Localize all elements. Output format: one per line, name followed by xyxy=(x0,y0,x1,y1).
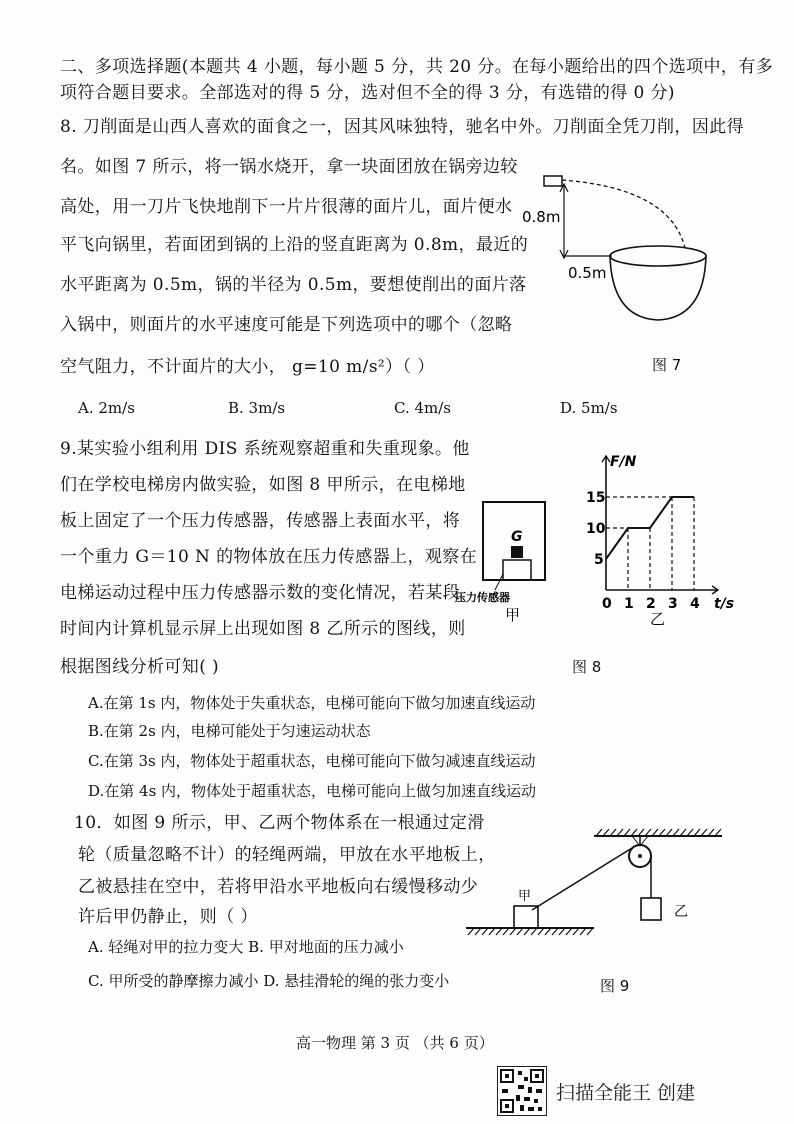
q8-option-a: A. 2m/s xyxy=(78,399,135,417)
y-axis-label: F/N xyxy=(610,454,637,470)
x-tick-label: 2 xyxy=(646,596,656,612)
hatch-mark xyxy=(687,829,693,836)
q10-line: 10．如图 9 所示，甲、乙两个物体系在一根通过定滑 xyxy=(74,813,485,833)
x-tick-label: 1 xyxy=(624,596,634,612)
q9-line: 板上固定了一个压力传感器，传感器上表面水平，将 xyxy=(60,511,461,531)
trajectory-curve xyxy=(562,180,685,248)
distance-label: 0.5m xyxy=(568,264,607,282)
q8-option-c: C. 4m/s xyxy=(394,399,451,417)
floor-hatch xyxy=(468,928,593,935)
sensor-leader-line xyxy=(495,574,503,590)
yi-caption: 乙 xyxy=(650,610,666,628)
hatch-mark xyxy=(680,829,686,836)
q9-option-c: C.在第 3s 内，物体处于超重状态，电梯可能向下做匀减速直线运动 xyxy=(88,752,536,770)
weight-block xyxy=(511,546,523,558)
watermark-text: 扫描全能王 创建 xyxy=(556,1082,696,1104)
hatch-mark xyxy=(552,928,558,935)
hatch-mark xyxy=(708,829,714,836)
rope-to-jia xyxy=(532,848,632,910)
hatch-mark xyxy=(573,928,579,935)
pressure-sensor xyxy=(503,560,531,580)
figure-8-jia-elevator xyxy=(455,498,565,622)
hatch-mark xyxy=(666,829,672,836)
q10-options-row1: A. 轻绳对甲的拉力变大 B. 甲对地面的压力减小 xyxy=(88,938,404,956)
ceiling-hatch xyxy=(596,829,721,836)
q10-line: 许后甲仍静止，则（ ） xyxy=(78,907,258,927)
jia-caption: 甲 xyxy=(505,606,521,624)
hatch-mark xyxy=(496,928,502,935)
q9-line: 根据图线分析可知( ) xyxy=(60,657,220,677)
hatch-mark xyxy=(645,829,651,836)
hatch-mark xyxy=(468,928,474,935)
label-yi: 乙 xyxy=(674,904,688,920)
hatch-mark xyxy=(475,928,481,935)
sensor-label: 压力传感器 xyxy=(455,591,510,604)
figure-8-caption: 图 8 xyxy=(572,658,602,676)
hatch-mark xyxy=(596,829,602,836)
hatch-mark xyxy=(538,928,544,935)
q9-option-a: A.在第 1s 内，物体处于失重状态，电梯可能向下做匀加速直线运动 xyxy=(88,694,536,712)
hatch-mark xyxy=(638,829,644,836)
weight-label: G xyxy=(511,529,523,545)
hatch-mark xyxy=(559,928,565,935)
hatch-mark xyxy=(489,928,495,935)
hatch-mark xyxy=(715,829,721,836)
q8-line: 水平距离为 0.5m，锅的半径为 0.5m，要想使削出的面片落 xyxy=(60,275,527,295)
page-footer: 高一物理 第 3 页 （共 6 页） xyxy=(296,1034,494,1052)
q8-line: 8. 刀削面是山西人喜欢的面食之一，因其风味独特，驰名中外。刀削面全凭刀削，因此得 xyxy=(60,117,745,137)
figure-9-pulley-diagram xyxy=(462,826,732,944)
q8-line: 平飞向锅里，若面团到锅的上沿的竖直距离为 0.8m，最近的 xyxy=(60,235,529,255)
q10-line: 轮（质量忽略不计）的轻绳两端，甲放在水平地板上， xyxy=(78,845,496,865)
hatch-mark xyxy=(482,928,488,935)
q9-line: 电梯运动过程中压力传感器示数的变化情况，若某段 xyxy=(60,583,461,603)
q8-line: 名。如图 7 所示，将一锅水烧开，拿一块面团放在锅旁边较 xyxy=(60,157,518,177)
section-header-line1: 二、多项选择题(本题共 4 小题，每小题 5 分，共 20 分。在每小题给出的四个选项中，有多 xyxy=(60,57,774,77)
x-tick-label: 0 xyxy=(602,596,612,612)
hatch-mark xyxy=(610,829,616,836)
figure-7-caption: 图 7 xyxy=(652,356,682,374)
block-yi xyxy=(641,898,661,920)
qr-code-icon xyxy=(497,1066,547,1116)
section-header-line2: 项符合题目要求。全部选对的得 5 分，选对但不全的得 3 分，有选错的得 0 分) xyxy=(60,83,675,103)
q8-option-b: B. 3m/s xyxy=(228,399,286,417)
hatch-mark xyxy=(524,928,530,935)
hatch-mark xyxy=(673,829,679,836)
hatch-mark xyxy=(503,928,509,935)
q8-line: 入锅中，则面片的水平速度可能是下列选项中的哪个（忽略 xyxy=(60,315,513,335)
q9-option-d: D.在第 4s 内，物体处于超重状态，电梯可能向上做匀加速直线运动 xyxy=(88,782,537,800)
figure-9-caption: 图 9 xyxy=(600,977,630,995)
y-tick-label: 10 xyxy=(586,521,606,537)
hatch-mark xyxy=(701,829,707,836)
dough-block xyxy=(544,176,562,186)
hatch-mark xyxy=(603,829,609,836)
hatch-mark xyxy=(517,928,523,935)
q10-line: 乙被悬挂在空中，若将甲沿水平地板向右缓慢移动少 xyxy=(78,877,479,897)
x-tick-label: 3 xyxy=(668,596,678,612)
q9-line: 9.某实验小组利用 DIS 系统观察超重和失重现象。他 xyxy=(60,439,470,459)
q9-line: 时间内计算机显示屏上出现如图 8 乙所示的图线，则 xyxy=(60,619,466,639)
height-label: 0.8m xyxy=(522,208,561,226)
hatch-mark xyxy=(631,829,637,836)
hatch-mark xyxy=(545,928,551,935)
bowl-rim xyxy=(610,246,706,266)
q9-option-b: B.在第 2s 内，电梯可能处于匀速运动状态 xyxy=(88,722,371,740)
hatch-mark xyxy=(624,829,630,836)
hatch-mark xyxy=(659,829,665,836)
q9-line: 一个重力 G＝10 N 的物体放在压力传感器上，观察在 xyxy=(60,547,478,567)
y-tick-label: 15 xyxy=(586,490,606,506)
figure-7-bowl-diagram xyxy=(520,168,720,333)
q8-line: 高处，用一刀片飞快地削下一片片很薄的面片儿，面片便水 xyxy=(60,197,513,217)
q8-option-d: D. 5m/s xyxy=(560,399,618,417)
x-axis-label: t/s xyxy=(714,596,735,612)
hatch-mark xyxy=(531,928,537,935)
hatch-mark xyxy=(617,829,623,836)
x-tick-label: 4 xyxy=(690,596,700,612)
figure-8-yi-ft-chart xyxy=(582,448,735,628)
hatch-mark xyxy=(510,928,516,935)
y-tick-label: 5 xyxy=(594,552,604,568)
q9-line: 们在学校电梯房内做实验，如图 8 甲所示，在电梯地 xyxy=(60,475,466,495)
hatch-mark xyxy=(652,829,658,836)
q8-line: 空气阻力，不计面片的大小， g=10 m/s²）（ ） xyxy=(60,357,435,377)
hatch-mark xyxy=(587,928,593,935)
label-jia: 甲 xyxy=(518,889,532,904)
hatch-mark xyxy=(566,928,572,935)
hatch-mark xyxy=(694,829,700,836)
q10-options-row2: C. 甲所受的静摩擦力减小 D. 悬挂滑轮的绳的张力变小 xyxy=(88,972,450,990)
hatch-mark xyxy=(580,928,586,935)
